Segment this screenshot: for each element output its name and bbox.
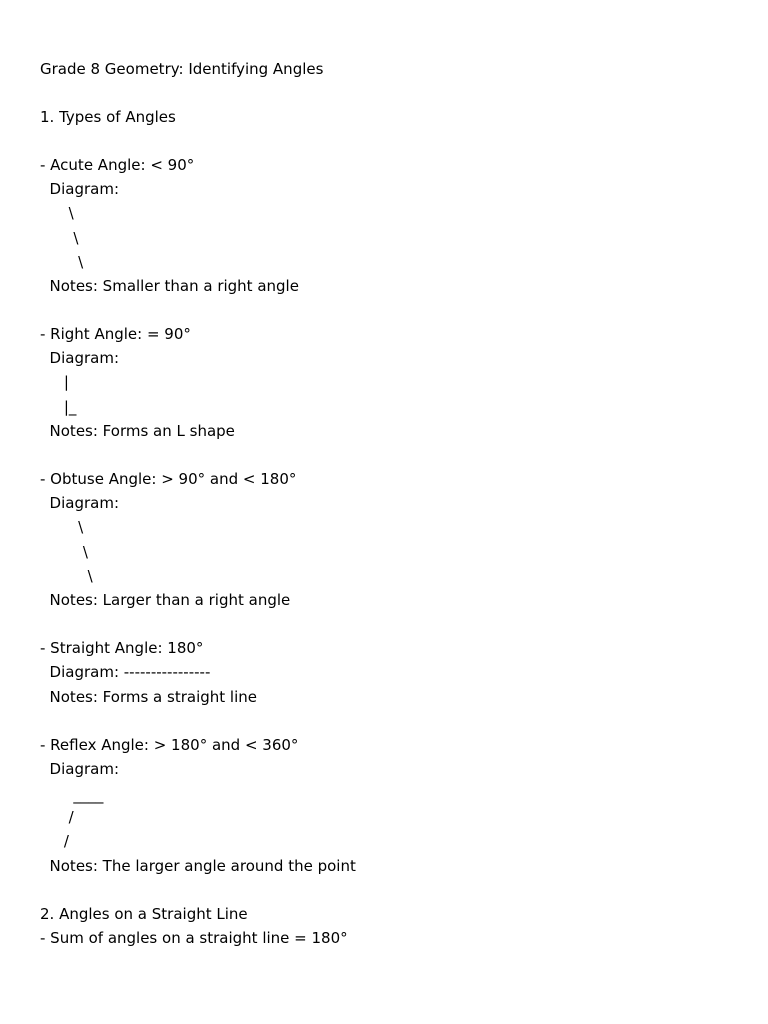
section-2-heading: 2. Angles on a Straight Line: [40, 905, 248, 923]
acute-diagram-line: \: [40, 253, 84, 271]
straight-line-sum: - Sum of angles on a straight line = 180°: [40, 929, 348, 947]
reflex-diagram-label: Diagram:: [40, 760, 119, 778]
acute-diagram-line: \: [40, 229, 79, 247]
obtuse-diagram-label: Diagram:: [40, 494, 119, 512]
obtuse-diagram-line: \: [40, 567, 93, 585]
straight-diagram-label: Diagram: ----------------: [40, 663, 211, 681]
reflex-diagram-line: /: [40, 808, 74, 826]
reflex-diagram-line: ____: [40, 786, 104, 804]
straight-notes: Notes: Forms a straight line: [40, 688, 257, 706]
right-notes: Notes: Forms an L shape: [40, 422, 235, 440]
right-diagram-line: |: [40, 373, 69, 391]
document-title: Grade 8 Geometry: Identifying Angles: [40, 60, 324, 78]
acute-angle-name: - Acute Angle: < 90°: [40, 156, 195, 174]
right-diagram-label: Diagram:: [40, 349, 119, 367]
right-angle-name: - Right Angle: = 90°: [40, 325, 191, 343]
obtuse-diagram-line: \: [40, 543, 88, 561]
acute-diagram-line: \: [40, 204, 74, 222]
right-diagram-line: |_: [40, 398, 77, 416]
acute-notes: Notes: Smaller than a right angle: [40, 277, 299, 295]
reflex-diagram-line: /: [40, 832, 69, 850]
reflex-angle-name: - Reflex Angle: > 180° and < 360°: [40, 736, 299, 754]
straight-angle-name: - Straight Angle: 180°: [40, 639, 204, 657]
obtuse-angle-name: - Obtuse Angle: > 90° and < 180°: [40, 470, 297, 488]
obtuse-diagram-line: \: [40, 518, 84, 536]
section-1-heading: 1. Types of Angles: [40, 108, 176, 126]
obtuse-notes: Notes: Larger than a right angle: [40, 591, 291, 609]
reflex-notes: Notes: The larger angle around the point: [40, 857, 356, 875]
acute-diagram-label: Diagram:: [40, 180, 119, 198]
